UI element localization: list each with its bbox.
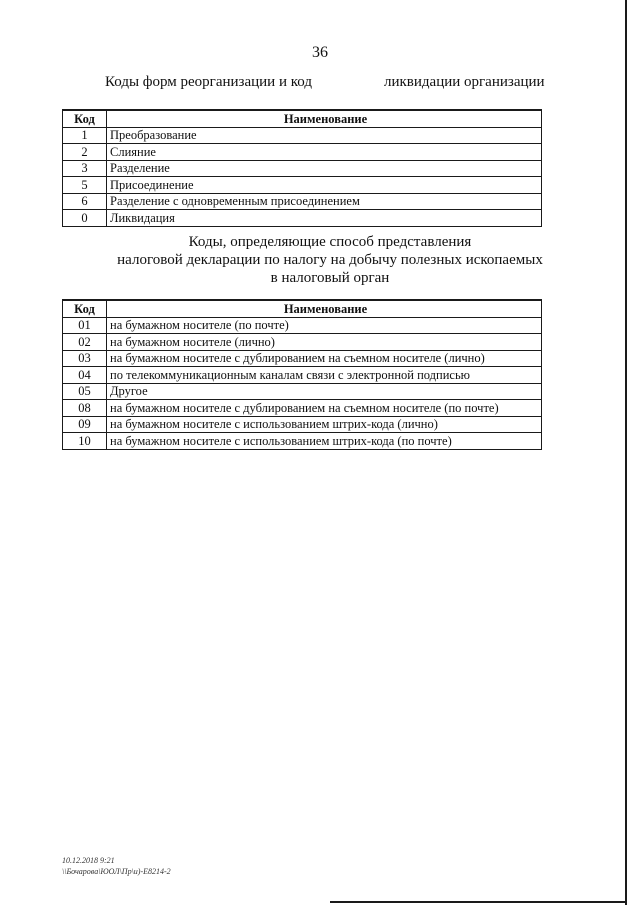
row-code: 3 (63, 160, 107, 177)
row-code: 2 (63, 144, 107, 161)
table-row (63, 400, 542, 417)
row-name: на бумажном носителе с дублированием на съемном носителе (лично) (107, 350, 542, 367)
row-code: 03 (63, 350, 107, 367)
section-heading-line1: Коды, определяющие способ представления (188, 234, 472, 250)
row-code: 02 (63, 334, 107, 351)
row-name: на бумажном носителе (лично) (107, 334, 542, 351)
column-header-code: Код (63, 110, 107, 127)
table-row (63, 193, 542, 210)
row-code: 09 (63, 416, 107, 433)
table-row (63, 144, 542, 161)
row-code: 01 (63, 317, 107, 334)
section-heading-line2: налоговой декларации по налогу на добычу полезных ископаемых (117, 252, 543, 268)
table-header-row (63, 110, 542, 127)
table-row (63, 433, 542, 450)
row-name: по телекоммуникационным каналам связи с электронной подписью (107, 367, 542, 384)
row-code: 1 (63, 127, 107, 144)
row-name: Присоединение (107, 177, 542, 194)
row-code: 0 (63, 210, 107, 227)
table-row (63, 177, 542, 194)
row-code: 6 (63, 193, 107, 210)
scan-edge-right (625, 0, 627, 905)
row-code: 5 (63, 177, 107, 194)
page-number: 36 (312, 44, 328, 61)
row-code: 04 (63, 367, 107, 384)
row-name: Ликвидация (107, 210, 542, 227)
submission-method-codes-table (62, 299, 542, 450)
row-name: Другое (107, 383, 542, 400)
column-header-name: Наименование (107, 300, 542, 317)
reorganization-codes-table (62, 109, 542, 227)
section-title-part2: ликвидации организации (384, 74, 545, 90)
table-row (63, 317, 542, 334)
row-name: Разделение с одновременным присоединением (107, 193, 542, 210)
table-row (63, 416, 542, 433)
section-heading-line3: в налоговый орган (270, 270, 390, 286)
row-name: на бумажном носителе с использованием штрих-кода (по почте) (107, 433, 542, 450)
row-name: Преобразование (107, 127, 542, 144)
column-header-name: Наименование (107, 110, 542, 127)
row-code: 05 (63, 383, 107, 400)
row-name: на бумажном носителе с дублированием на съемном носителе (по почте) (107, 400, 542, 417)
footer-timestamp: 10.12.2018 9:21 (62, 856, 115, 865)
table-row (63, 334, 542, 351)
row-name: на бумажном носителе с использованием штрих-кода (лично) (107, 416, 542, 433)
column-header-code: Код (63, 300, 107, 317)
table-row (63, 127, 542, 144)
row-code: 08 (63, 400, 107, 417)
section-title-part1: Коды форм реорганизации и код (105, 74, 312, 90)
table-header-row (63, 300, 542, 317)
row-name: Слияние (107, 144, 542, 161)
row-name: Разделение (107, 160, 542, 177)
scan-edge-bottom (330, 901, 626, 903)
footer-print-stamp (62, 855, 171, 877)
table-row (63, 350, 542, 367)
table-row (63, 210, 542, 227)
table-row (63, 367, 542, 384)
row-code: 10 (63, 433, 107, 450)
table-row (63, 383, 542, 400)
footer-file-path: \\Бочарова\ЮОЛ\Пр\и)-Е8214-2 (62, 867, 171, 876)
row-name: на бумажном носителе (по почте) (107, 317, 542, 334)
table-row (63, 160, 542, 177)
